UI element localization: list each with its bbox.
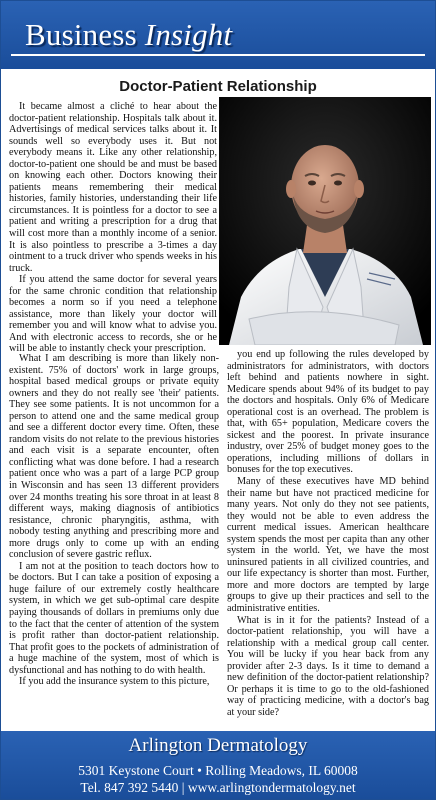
footer-banner xyxy=(1,731,435,799)
doctor-portrait-photo xyxy=(219,97,431,345)
paragraph: What I am describing is more than likely non-existent. 75% of doctors' work in large groups, hospital based medical groups or private equity owners and they do not really see 'their' patients. They see some patients. It is not uncommon for a person to attend one and the same medical group and see a different doctor every time. Often, these random visits do not relate to the previous histories and each visit is a separate encounter, often conflicting what was done before. I had a research patient once who was a part of a large PCP group in Wisconsin and has seen 13 different providers over 24 months treating his sore throat in at least 8 different ways, making diagnosis of antibiotics resistance, chronic pharyngitis, asthma, with nobody testing anything and prescribing more and more drugs only to come up with an ending conclusion of severe gastric reflux. xyxy=(9,353,219,561)
paragraph: you end up following the rules developed by administrators for administrators, with doctors left behind and patients nowhere in sight. Medicare spends about 94% of its budget to pay the doctors and hospitals. Only 6% of Medicare operational cost is an overhead. The problem is that, with 65+ population, Medicare covers the sickest and the poorest. In private insurance industry, over 25% of budget money goes to the operations, including millions of dollars in bonuses for the top executives. xyxy=(227,349,429,476)
header-divider xyxy=(11,54,425,56)
practice-name: Arlington Dermatology xyxy=(128,735,308,756)
paragraph: If you attend the same doctor for several years for the same chronic condition that relationship becomes a norm so if you need a telephone assistance, more than likely your doctor will remember you and will know what to advise you. And with electronic access to records, she or he will be able to instantly check your prescription. xyxy=(9,274,217,353)
paragraph: What is in it for the patients? Instead of a doctor-patient relationship, you will have a relationship with a medical group call center. You will be lucky if you hear back from any provider after 2-3 days. Is it time to demand a new definition of the doctor-patient relationship? Or perhaps it is time to go to the old-fashioned way of practicing medicine, with a doctor's bag at your side? xyxy=(227,614,429,718)
practice-address: 5301 Keystone Court • Rolling Meadows, IL 60008 xyxy=(78,763,358,778)
header-title xyxy=(25,17,232,53)
header-banner xyxy=(1,1,435,69)
doctor-portrait-illustration xyxy=(219,97,431,345)
header-title-word-2: Insight xyxy=(144,17,233,52)
article-column-right xyxy=(227,349,429,729)
practice-contact: Tel. 847 392 5440 | www.arlingtondermatology.net xyxy=(80,780,356,795)
article-column-left xyxy=(9,353,219,727)
header-title-word-1: Business xyxy=(25,17,137,52)
paragraph: I am not at the position to teach doctors how to be doctors. But I can take a position of exposing a huge failure of our extremely costly healthcare system, in which we get sub-optimal care despite paying thousands of dollars in premiums only due to the fact that the center of attention of the system is profit rather than doctor-patient relationship. That profit goes to the pockets of administration of a huge machine of the system, most of which is dysfunctional and has nothing to do with health. xyxy=(9,560,219,676)
article-column-top-left xyxy=(9,101,217,353)
paragraph: Many of these executives have MD behind their name but have not practiced medicine for many years. Not only do they not see patients, they would not be able to even address the current medical issues. American healthcare system spends the most per capita than any other system in the world. Yet, we have the most uninsured patients in all civilized countries, and our life expectancy is shorter than most. Further, more and more doctors are tempted by large groups to give up their practices and sell to the administrative entities. xyxy=(227,476,429,615)
paragraph: It became almost a cliché to hear about the doctor-patient relationship. Hospitals talk about it. Advertisings of medical services talks about it. It sounds well so everybody uses it. But not everybody means it. Like any other relationship, doctor-to-patient one should be and must be based on knowing each other. Doctors knowing their patients means remembering their medical histories, family histories, understanding their life circumstances. It is pointless for a doctor to see a patient and writing a prescription for a drug that will cost more than a monthly income of a senior. It is also pointless to prescribe a 3-times a day ointment to a truck driver who spends weeks in his truck. xyxy=(9,101,217,274)
article-title: Doctor-Patient Relationship xyxy=(119,78,317,95)
paragraph: If you add the insurance system to this picture, xyxy=(19,676,210,688)
